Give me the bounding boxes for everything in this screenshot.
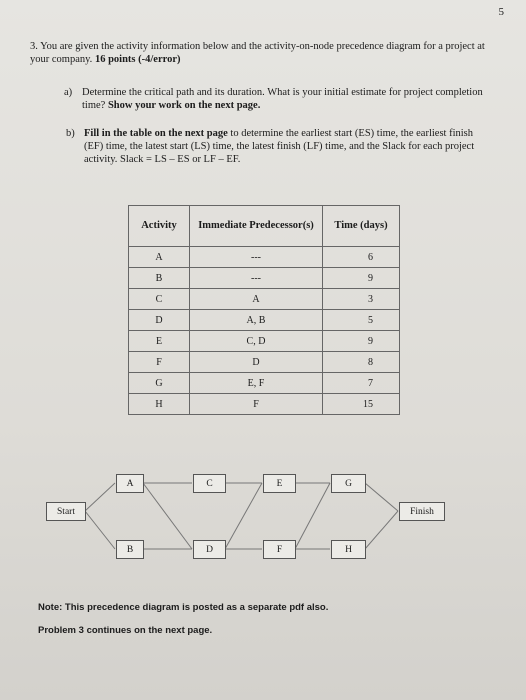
cell-activity: G — [129, 373, 190, 394]
node-start: Start — [46, 502, 86, 521]
header-predecessors: Immediate Predecessor(s) — [190, 206, 323, 247]
part-a-label: a) — [64, 87, 73, 98]
cell-time: 7 — [323, 373, 400, 394]
node-d: D — [193, 540, 226, 559]
node-a: A — [116, 474, 144, 493]
header-time: Time (days) — [323, 206, 400, 247]
cell-activity: F — [129, 352, 190, 373]
cell-predecessors: A, B — [190, 310, 323, 331]
node-b: B — [116, 540, 144, 559]
arrow-a-d — [143, 483, 192, 549]
question-points: 16 points (-4/error) — [94, 54, 181, 65]
cell-time: 8 — [323, 352, 400, 373]
node-e: E — [263, 474, 296, 493]
node-c: C — [193, 474, 226, 493]
cell-activity: C — [129, 289, 190, 310]
note-line-1: Note: This precedence diagram is posted as a separate pdf also. — [38, 602, 329, 613]
cell-predecessors: --- — [190, 268, 323, 289]
arrow-start-b — [85, 511, 115, 549]
cell-time: 15 — [323, 394, 400, 415]
node-f: F — [263, 540, 296, 559]
arrow-start-a — [85, 483, 115, 511]
page-number: 5 — [498, 6, 504, 18]
header-activity: Activity — [129, 206, 190, 247]
cell-activity: B — [129, 268, 190, 289]
cell-activity: A — [129, 247, 190, 268]
part-a-bold: Show your work on the next page. — [107, 100, 261, 111]
cell-predecessors: --- — [190, 247, 323, 268]
arrow-g-finish — [365, 483, 398, 511]
arrow-f-g — [295, 483, 330, 549]
arrow-d-e — [225, 483, 262, 549]
part-b-text: to determine the earliest start (ES) time, the earliest finish (EF) time, the latest start (LS) time, the latest finish (LF) time, and the Slack for each project activity. Slack = LS – ES or LF – EF. — [84, 128, 475, 165]
cell-time: 3 — [323, 289, 400, 310]
cell-predecessors: D — [190, 352, 323, 373]
node-h: H — [331, 540, 366, 559]
arrow-h-finish — [365, 511, 398, 549]
cell-activity: H — [129, 394, 190, 415]
cell-time: 9 — [323, 268, 400, 289]
part-a-text: Determine the critical path and its duration. What is your initial estimate for project completion time? — [82, 87, 483, 111]
cell-predecessors: A — [190, 289, 323, 310]
cell-time: 6 — [323, 247, 400, 268]
cell-predecessors: C, D — [190, 331, 323, 352]
node-finish: Finish — [399, 502, 445, 521]
cell-predecessors: E, F — [190, 373, 323, 394]
note-line-2: Problem 3 continues on the next page. — [38, 625, 213, 636]
cell-activity: D — [129, 310, 190, 331]
part-b-bold: Fill in the table on the next page — [84, 128, 228, 139]
cell-activity: E — [129, 331, 190, 352]
cell-predecessors: F — [190, 394, 323, 415]
question-text: 3. You are given the activity information below and the activity-on-node precedence diagram for a project at your company. — [30, 41, 485, 65]
node-g: G — [331, 474, 366, 493]
cell-time: 9 — [323, 331, 400, 352]
cell-time: 5 — [323, 310, 400, 331]
part-b-label: b) — [66, 128, 75, 139]
